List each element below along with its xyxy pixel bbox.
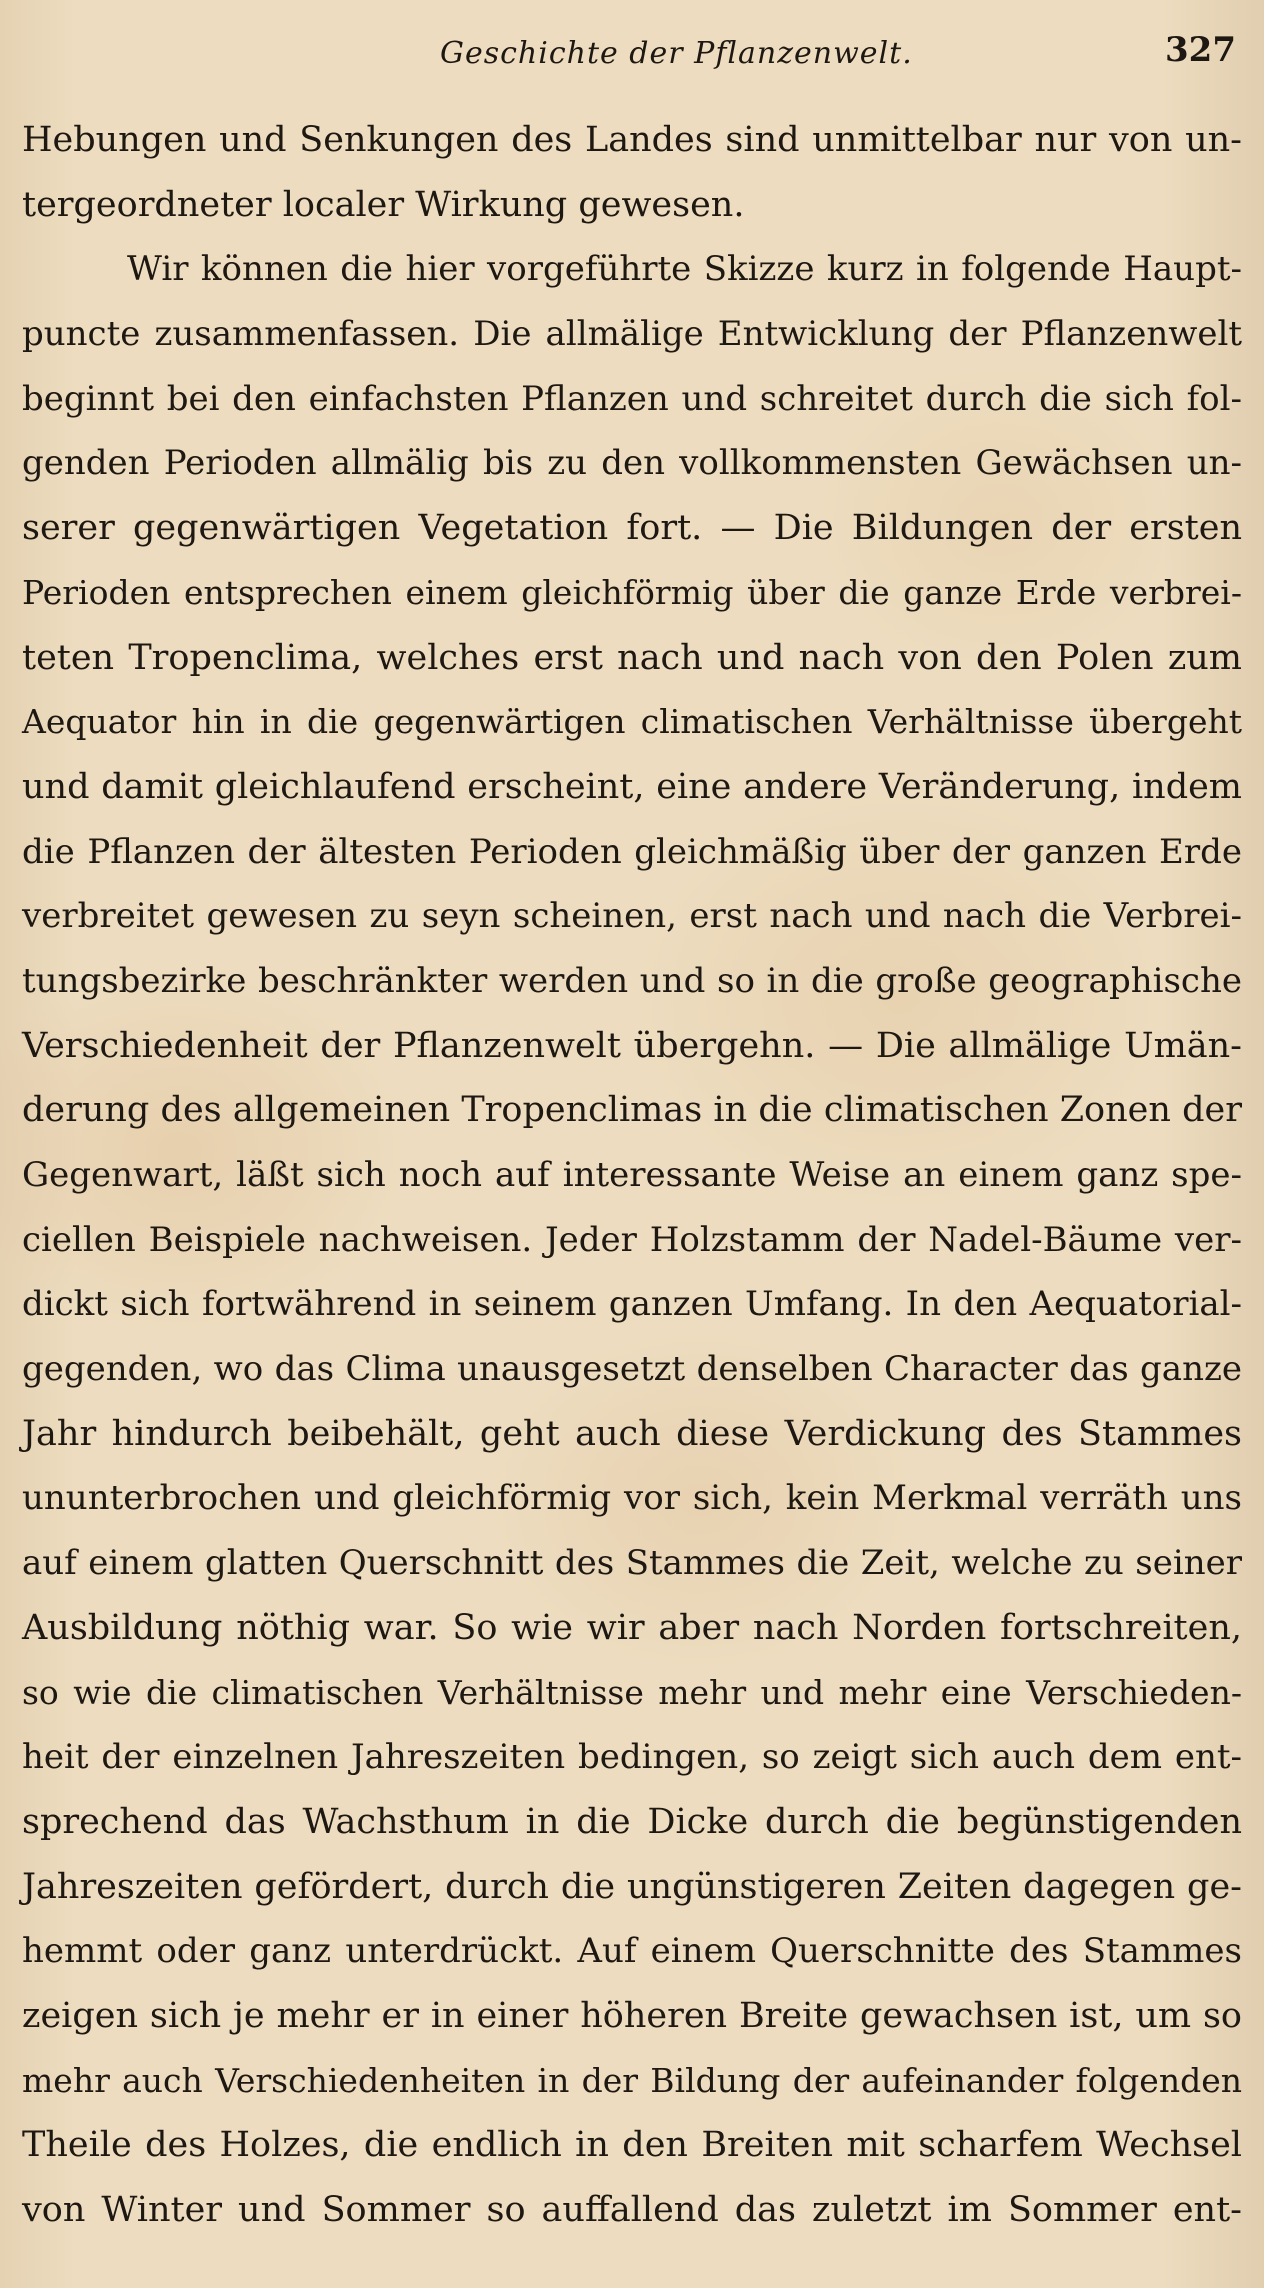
text-line: puncte zusammenfassen. Die allmälige Entwicklung der Pflanzenwelt (22, 314, 1242, 355)
page-header (0, 30, 1264, 80)
text-line: Hebungen und Senkungen des Landes sind unmittelbar nur von un- (22, 120, 1242, 160)
text-line: Ausbildung nöthig war. So wie wir aber nach Norden fortschreiten, (22, 1607, 1242, 1648)
text-line: sprechend das Wachsthum in die Dicke durch die begünstigenden (22, 1801, 1242, 1842)
text-line: Verschiedenheit der Pflanzenwelt übergehn. — Die allmälige Umän- (22, 1025, 1242, 1066)
text-line: auf einem glatten Querschnitt des Stammes die Zeit, welche zu seiner (22, 1543, 1242, 1584)
text-line: zeigen sich je mehr er in einer höheren Breite gewachsen ist, um so (22, 1995, 1242, 2036)
text-line: teten Tropenclima, welches erst nach und nach von den Polen zum (22, 637, 1242, 678)
text-line: dickt sich fortwährend in seinem ganzen Umfang. In den Aequatorial- (22, 1284, 1242, 1325)
text-line: derung des allgemeinen Tropenclimas in die climatischen Zonen der (22, 1090, 1242, 1131)
text-line: die Pflanzen der ältesten Perioden gleichmäßig über der ganzen Erde (22, 831, 1242, 872)
text-line: Gegenwart, läßt sich noch auf interessante Weise an einem ganz spe- (22, 1155, 1242, 1195)
text-line: so wie die climatischen Verhältnisse mehr und mehr eine Verschieden- (22, 1672, 1242, 1712)
text-line: genden Perioden allmälig bis zu den vollkommensten Gewächsen un- (22, 443, 1242, 484)
text-line: gegenden, wo das Clima unausgesetzt denselben Character das ganze (22, 1349, 1242, 1390)
text-line: Perioden entsprechen einem gleichförmig über die ganze Erde verbrei- (22, 572, 1242, 612)
text-line: beginnt bei den einfachsten Pflanzen und schreitet durch die sich fol- (22, 378, 1242, 419)
text-line: verbreitet gewesen zu seyn scheinen, erst nach und nach die Verbrei- (22, 896, 1242, 937)
body-text (22, 108, 1242, 2243)
text-line: Theile des Holzes, die endlich in den Breiten mit scharfem Wechsel (22, 2125, 1242, 2166)
text-line: ciellen Beispiele nachweisen. Jeder Holzstamm der Nadel-Bäume ver- (22, 1219, 1242, 1260)
text-line: und damit gleichlaufend erscheint, eine andere Veränderung, indem (22, 766, 1242, 807)
text-line: Wir können die hier vorgeführte Skizze kurz in folgende Haupt- (127, 249, 1242, 290)
text-line: mehr auch Verschiedenheiten in der Bildung der aufeinander folgenden (22, 2060, 1242, 2100)
text-line: ununterbrochen und gleichförmig vor sich, kein Merkmal verräth uns (22, 1478, 1242, 1519)
text-line: tungsbezirke beschränkter werden und so in die große geographische (22, 960, 1242, 1001)
text-line: heit der einzelnen Jahreszeiten bedingen, so zeigt sich auch dem ent- (22, 1737, 1242, 1778)
text-line: Jahreszeiten gefördert, durch die ungünstigeren Zeiten dagegen ge- (22, 1866, 1242, 1907)
text-line: serer gegenwärtigen Vegetation fort. — Die Bildungen der ersten (22, 508, 1242, 549)
page-number: 327 (1165, 30, 1236, 70)
text-line: hemmt oder ganz unterdrückt. Auf einem Querschnitte des Stammes (22, 1931, 1242, 1972)
text-line: tergeordneter localer Wirkung gewesen. (22, 184, 745, 225)
running-title: Geschichte der Pflanzenwelt. (440, 36, 913, 71)
text-line: von Winter und Sommer so auffallend das zuletzt im Sommer ent- (22, 2190, 1242, 2230)
text-line: Jahr hindurch beibehält, geht auch diese Verdickung des Stammes (22, 1413, 1242, 1454)
text-line: Aequator hin in die gegenwärtigen climatischen Verhältnisse übergeht (22, 702, 1242, 742)
